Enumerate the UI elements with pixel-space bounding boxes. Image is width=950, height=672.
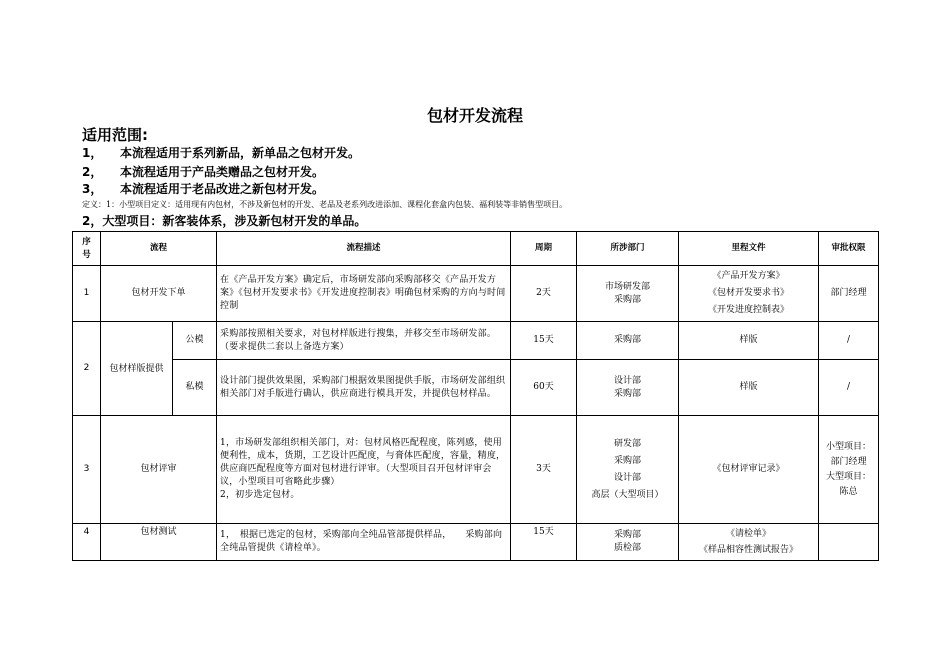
scope-heading: 适用范围: xyxy=(82,126,148,144)
row-desc: 在《产品开发方案》确定后，市场研发部向采购部移交《产品开发方案》《包材开发要求书》《开发进度控制表》明确包材采购的方向与时间控制 xyxy=(217,266,511,322)
row-approval: 部门经理 xyxy=(819,266,879,322)
header-docs: 里程文件 xyxy=(679,232,819,266)
scope-item-num: 2， xyxy=(82,165,103,179)
row-process: 包材开发下单 xyxy=(101,266,217,322)
row-desc: 采购部按照相关要求，对包材样版进行搜集，并移交至市场研发部。（要求提供二套以上备选方案） xyxy=(217,322,511,360)
header-approval: 审批权限 xyxy=(819,232,879,266)
row-period: 60天 xyxy=(511,360,577,416)
scope-item-num: 1， xyxy=(82,146,103,160)
row-period: 15天 xyxy=(511,524,577,561)
scope-item-text: 本流程适用于系列新品，新单品之包材开发。 xyxy=(120,146,361,160)
table-header-row xyxy=(73,232,879,266)
row-docs: 样版 xyxy=(679,322,819,360)
row-approval: / xyxy=(819,360,879,416)
table-row xyxy=(73,360,879,416)
table-row xyxy=(73,266,879,322)
row-approval xyxy=(819,524,879,561)
row-docs: 《请检单》 《样品相容性测试报告》 xyxy=(679,524,819,561)
table-row xyxy=(73,524,879,561)
header-period: 周期 xyxy=(511,232,577,266)
scope-item-text: 本流程适用于老品改进之新包材开发。 xyxy=(120,182,325,196)
row-docs: 样版 xyxy=(679,360,819,416)
row-docs: 《产品开发方案》 《包材开发要求书》 《开发进度控制表》 xyxy=(679,266,819,322)
row-seq: 4 xyxy=(73,524,101,561)
row-seq: 2 xyxy=(73,322,101,416)
row-dept: 研发部 采购部 设计部 高层（大型项目） xyxy=(577,416,679,524)
scope-item-text: 本流程适用于产品类赠品之包材开发。 xyxy=(120,165,325,179)
row-seq: 1 xyxy=(73,266,101,322)
row-process: 包材测试 xyxy=(101,524,217,561)
scope-item-num: 3， xyxy=(82,182,103,196)
row-process: 包材样版提供 xyxy=(101,322,173,416)
row-dept: 市场研发部 采购部 xyxy=(577,266,679,322)
row-period: 15天 xyxy=(511,322,577,360)
row-dept: 设计部 采购部 xyxy=(577,360,679,416)
scope-item xyxy=(82,180,324,197)
definition-note: 定义：1：小型项目定义：适用现有内包材，不涉及新包材的开发、老品及老系列改进添加、课程化套盒内包装、福利装等非销售型项目。 xyxy=(82,200,568,209)
row-period: 2天 xyxy=(511,266,577,322)
table-row xyxy=(73,416,879,524)
row-seq: 3 xyxy=(73,416,101,524)
row-subprocess: 私模 xyxy=(173,360,217,416)
process-table xyxy=(72,231,879,561)
row-period: 3天 xyxy=(511,416,577,524)
header-dept: 所涉部门 xyxy=(577,232,679,266)
scope-item xyxy=(82,163,324,180)
row-desc: 1， 根据已选定的包材，采购部向全纯品管部提供样品， 采购部向全纯品管提供《请检单》。 xyxy=(217,524,511,561)
row-dept: 采购部 xyxy=(577,322,679,360)
row-subprocess: 公模 xyxy=(173,322,217,360)
row-docs: 《包材评审记录》 xyxy=(679,416,819,524)
table-row xyxy=(73,322,879,360)
header-seq: 序 号 xyxy=(73,232,101,266)
header-desc: 流程描述 xyxy=(217,232,511,266)
row-desc: 1，市场研发部组织相关部门，对：包材风格匹配程度，陈列感，使用便利性，成本，货期，工艺设计匹配度，与膏体匹配度，容量，精度，供应商匹配程度等方面对包材进行评审。（大型项目召开包材评审会议，小型项目可省略此步骤） 2，初步选定包材。 xyxy=(217,416,511,524)
scope-item xyxy=(82,144,360,161)
row-process: 包材评审 xyxy=(101,416,217,524)
big-project-note: 2，大型项目：新客装体系，涉及新包材开发的单品。 xyxy=(82,214,367,228)
row-approval: / xyxy=(819,322,879,360)
row-desc: 设计部门提供效果图，采购部门根据效果图提供手版，市场研发部组织相关部门对手版进行确认，供应商进行模具开发，并提供包材样品。 xyxy=(217,360,511,416)
row-approval: 小型项目：部门经理 大型项目：陈总 xyxy=(819,416,879,524)
row-dept: 采购部 质检部 xyxy=(577,524,679,561)
header-process: 流程 xyxy=(101,232,217,266)
page-title: 包材开发流程 xyxy=(426,106,523,125)
